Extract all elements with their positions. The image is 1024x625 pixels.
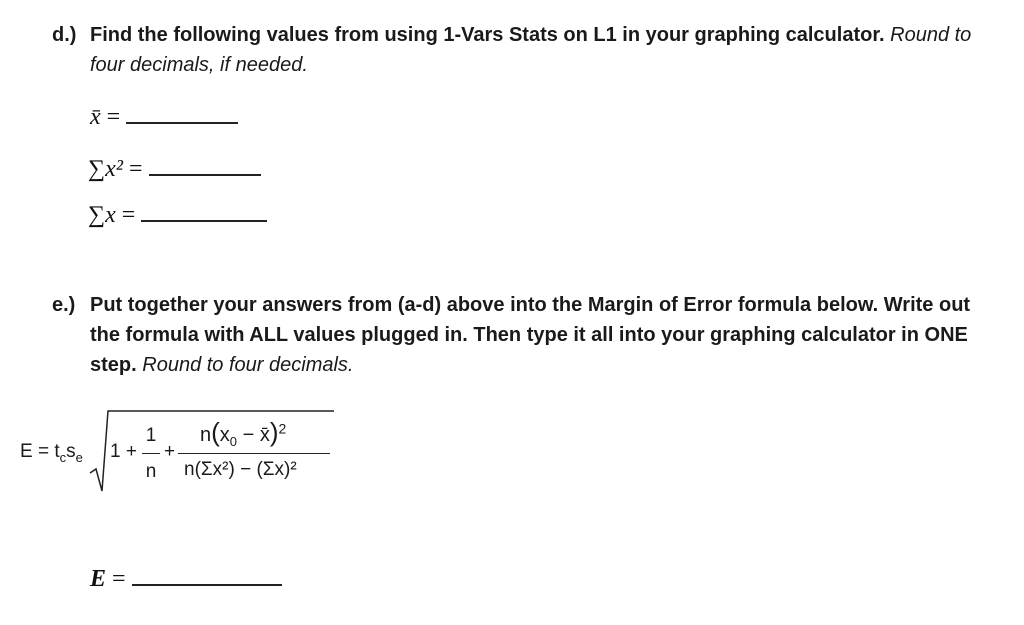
final-answer-equals: = [112, 566, 126, 592]
part-e-instruction-text: Put together your answers from (a-d) above into the Margin of Error formula below. Write out the formula with ALL values plugged in. Then type it all into your graphing calculator in ONE step. [90, 294, 971, 376]
formula-e-equals-t: E = t [20, 441, 60, 462]
sum-x-equals: = [121, 202, 136, 228]
part-d-instruction [90, 20, 1000, 80]
frac1-denominator: n [145, 461, 157, 482]
part-e-instruction [90, 290, 1000, 380]
final-answer-symbol: E [90, 566, 107, 592]
margin-of-error-formula [0, 395, 360, 505]
final-answer-line [90, 562, 282, 593]
formula-s: s [66, 441, 76, 462]
formula-sub-e: e [75, 449, 83, 465]
formula-plus: + [164, 441, 176, 462]
frac2-bar [178, 453, 330, 454]
frac2-denominator: n(Σx²) − (Σx)² [184, 459, 297, 480]
frac1-numerator: 1 [145, 425, 157, 446]
formula-lhs [20, 441, 83, 465]
part-e-round-note: Round to four decimals. [142, 354, 354, 376]
frac1-bar [142, 453, 160, 454]
mean-line [90, 100, 238, 131]
mean-equals: = [106, 104, 121, 130]
frac2-num-right-paren: ) [269, 417, 279, 447]
sum-x-answer-blank[interactable] [141, 198, 267, 222]
sum-x-squared-equals: = [128, 156, 143, 182]
part-d-round-note: Round to four decimals, if needed. [90, 24, 972, 76]
sum-x-symbol: ∑x [88, 202, 116, 228]
final-answer-blank[interactable] [132, 562, 282, 586]
frac2-num-x-sub-0: 0 [229, 434, 238, 449]
formula-sub-c: c [59, 449, 67, 465]
mean-answer-blank[interactable] [126, 100, 238, 124]
frac2-num-minus: − [242, 424, 255, 446]
frac2-numerator [200, 417, 286, 449]
frac2-num-xbar: x̄ [259, 424, 270, 446]
mean-symbol: x̄ [90, 104, 101, 130]
part-e-label: e.) [52, 294, 76, 316]
frac2-num-exponent: 2 [278, 420, 287, 437]
frac2-num-x: x [219, 424, 230, 446]
frac2-num-left-paren: ( [211, 417, 220, 447]
frac2-num-n: n [200, 424, 212, 446]
sum-x-squared-symbol: ∑x² [88, 156, 123, 182]
sum-x-squared-answer-blank[interactable] [149, 152, 261, 176]
part-d-instruction-text: Find the following values from using 1-Vars Stats on L1 in your graphing calculator. [90, 24, 885, 46]
sum-x-line [88, 198, 267, 229]
sum-x-squared-line [88, 152, 261, 183]
formula-one-plus: 1 + [110, 441, 137, 462]
part-d-label: d.) [52, 24, 77, 46]
